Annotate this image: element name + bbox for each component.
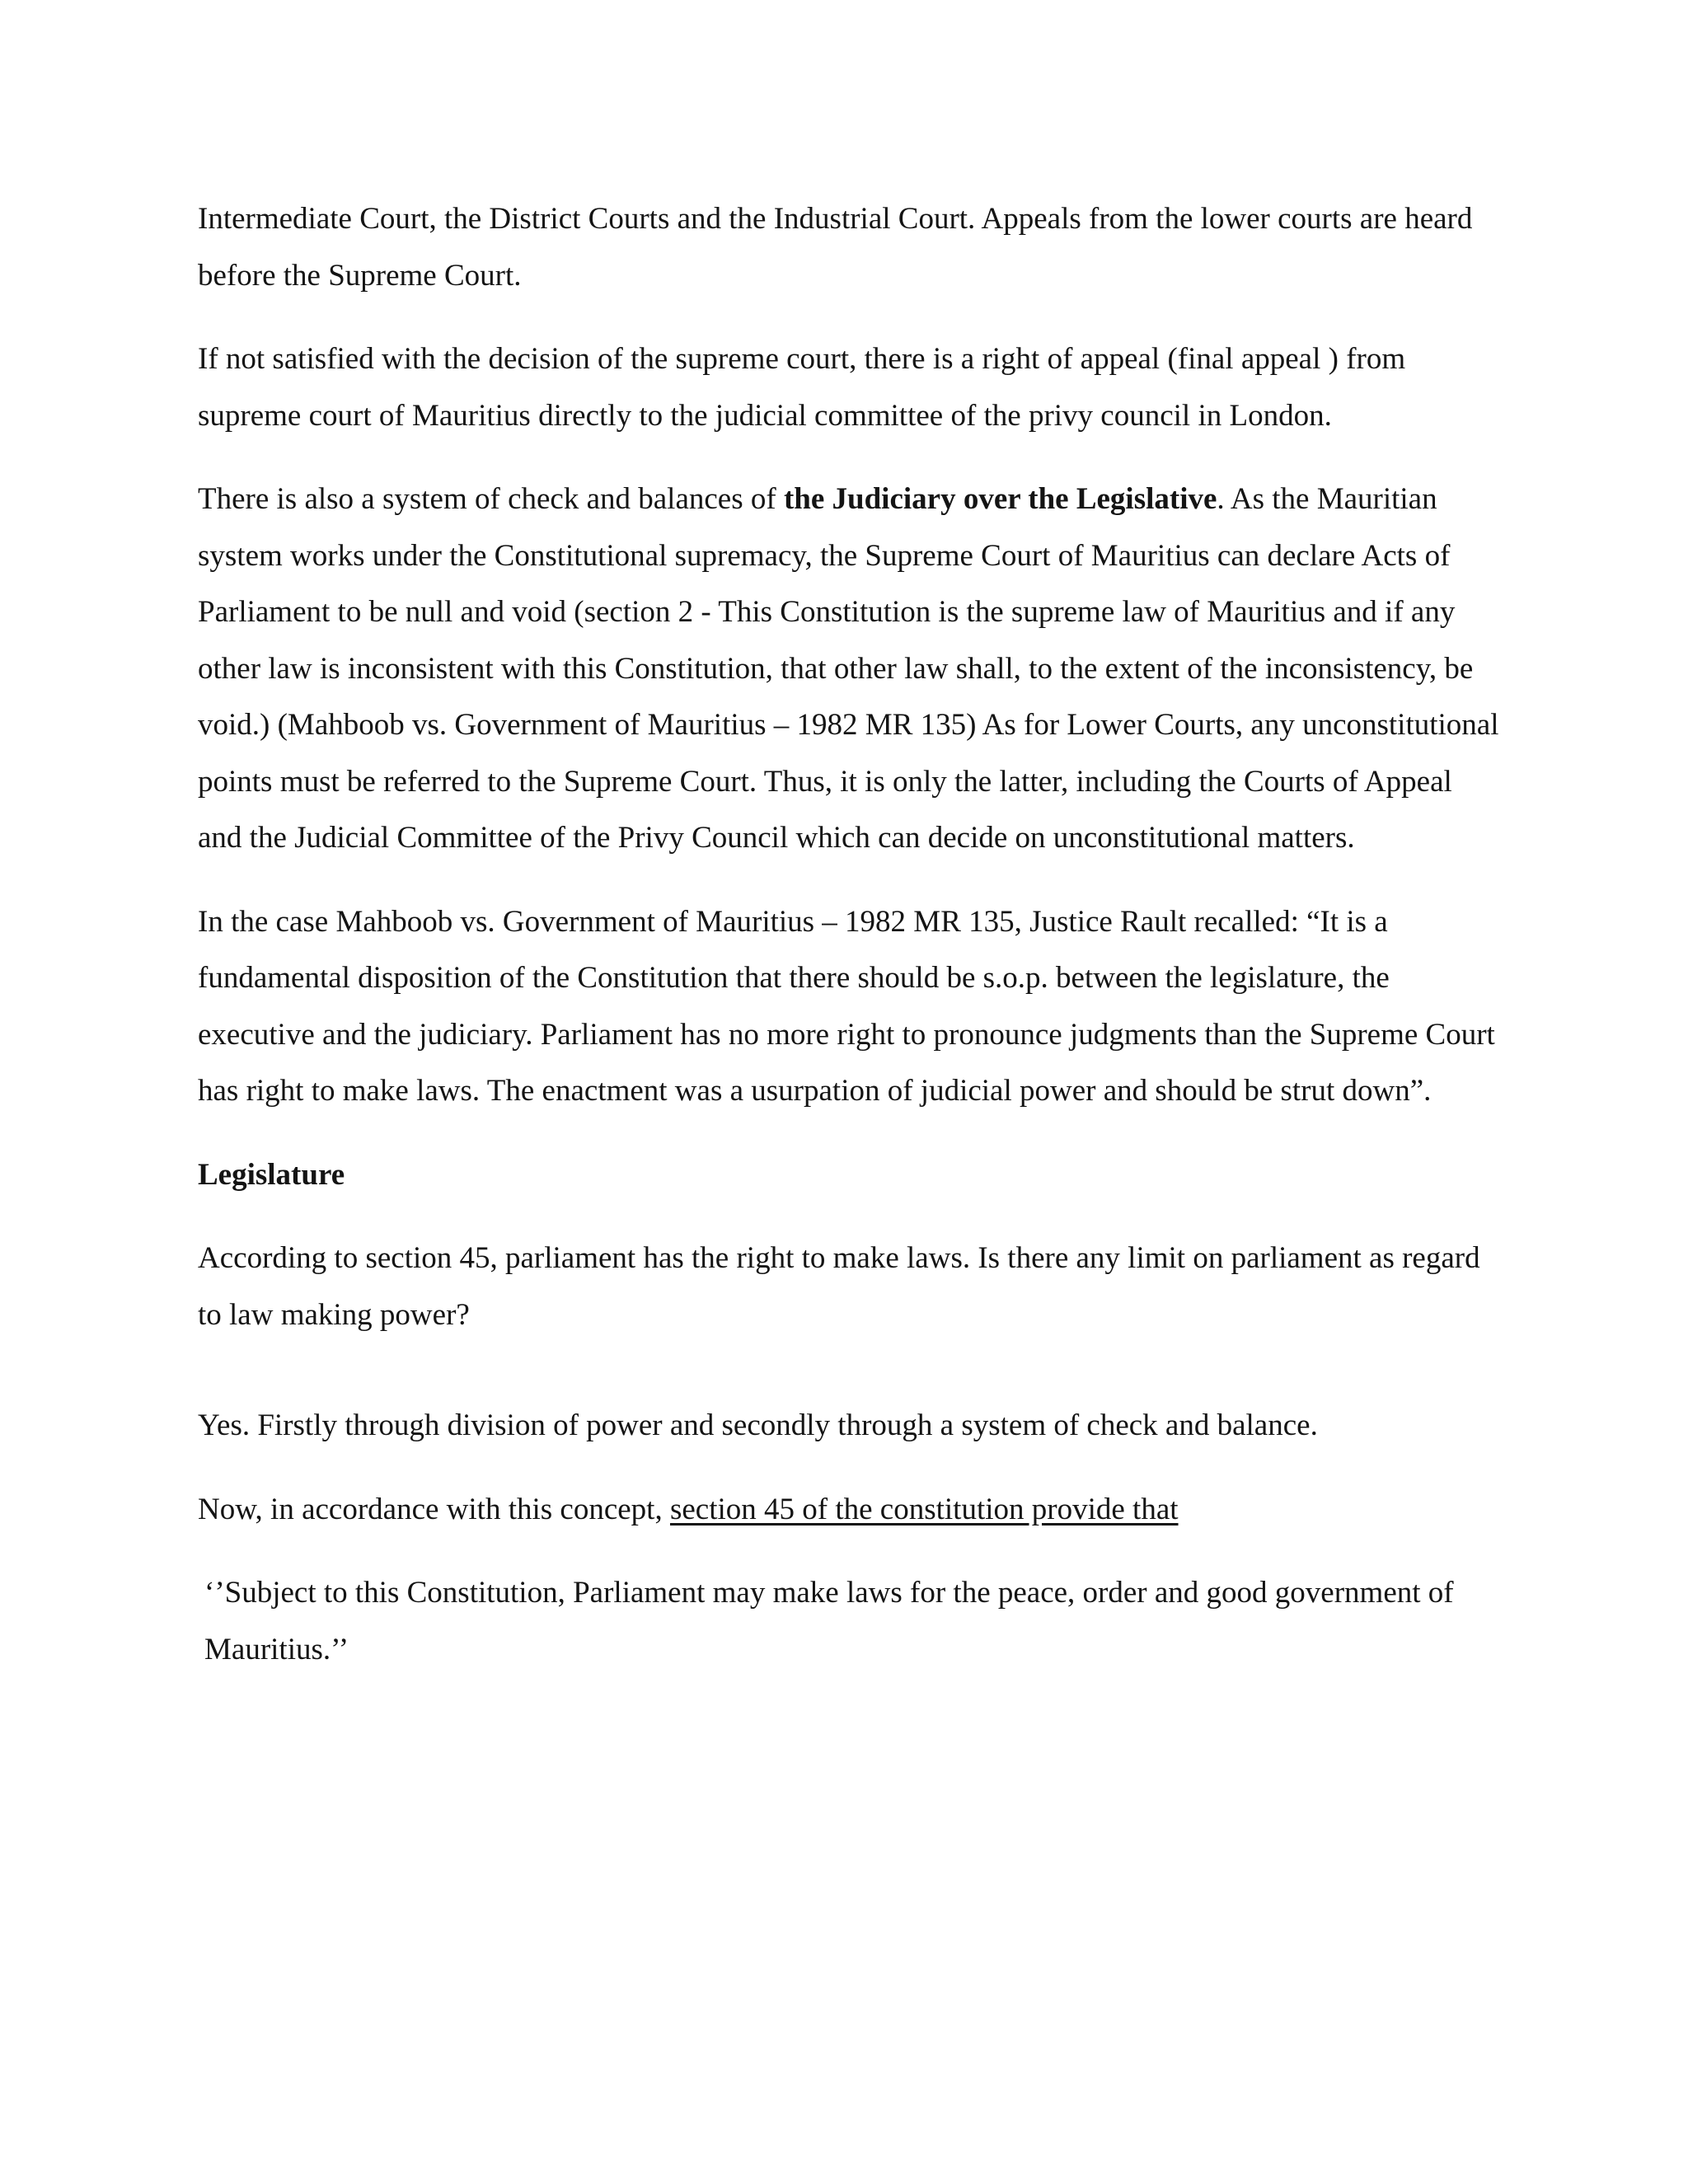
paragraph-text: There is also a system of check and balances of: [198, 482, 784, 516]
paragraph-check-and-balances: [198, 471, 1500, 867]
paragraph-right-of-appeal: If not satisfied with the decision of the supreme court, there is a right of appeal (final appeal ) from supreme court of Mauritius directly to the judicial committee of the privy council in London.: [198, 342, 1406, 433]
underlined-phrase: section 45 of the constitution provide that: [669, 1492, 1179, 1526]
paragraph-mahboob-case: In the case Mahboob vs. Government of Mauritius – 1982 MR 135, Justice Rault recalled: “It is a fundamental disposition of the Constitution that there should be s.o.p. between the legislature, the executive and the judiciary. Parliament has no more right to pronounce judgments than the Supreme Court has right to make laws. The enactment was a usurpation of judicial power and should be strut down”.: [198, 904, 1495, 1108]
paragraph-section-45: According to section 45, parliament has the right to make laws. Is there any limit on parliament as regard to law making power?: [198, 1241, 1480, 1332]
document-body: [198, 191, 1500, 1705]
section-heading-legislature: Legislature: [198, 1157, 345, 1192]
quotation-section-45: ‘’Subject to this Constitution, Parliament may make laws for the peace, order and good government of Mauritius.’’: [204, 1576, 1454, 1666]
paragraph-text: Now, in accordance with this concept,: [198, 1492, 670, 1526]
bold-phrase: the Judiciary over the Legislative: [783, 482, 1217, 516]
paragraph-text: . As the Mauritian system works under the Constitutional supremacy, the Supreme Court of Mauritius can declare Acts of Parliament to be null and void (section 2 - This Constitution is the supreme law of Mauritius and if any other law is inconsistent with this Constitution, that other law shall, to the extent of the inconsistency, be void.) (Mahboob vs. Government of Mauritius – 1982 MR 135) As for Lower Courts, any unconstitutional points must be referred to the Supreme Court. Thus, it is only the latter, including the Courts of Appeal and the Judicial Committee of the Privy Council which can decide on unconstitutional matters.: [198, 482, 1499, 855]
paragraph-division-of-power: Yes. Firstly through division of power and secondly through a system of check and balance.: [198, 1408, 1318, 1442]
paragraph-accordance: [198, 1482, 1500, 1539]
paragraph-lower-courts: Intermediate Court, the District Courts and the Industrial Court. Appeals from the lower courts are heard before the Supreme Court.: [198, 202, 1473, 293]
